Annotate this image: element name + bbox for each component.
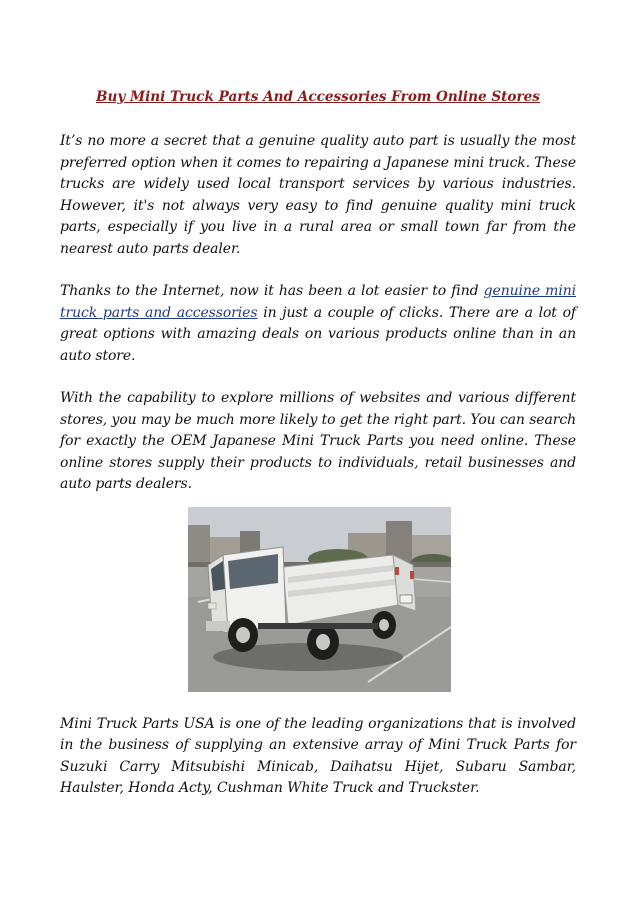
mini-truck-photo — [188, 507, 451, 692]
paragraph-internet-text-after: in just a couple of clicks. There are a lot of great options with amazing deals on various products online than in an auto store. — [60, 304, 576, 364]
genuine-parts-link[interactable]: genuine mini truck parts and accessories — [60, 283, 577, 321]
mini-truck-illustration — [188, 507, 451, 692]
document-page — [60, 88, 576, 821]
paragraph-capability: With the capability to explore millions of websites and various different stores, you may be much more likely to get the right part. You can search for exactly the OEM Japanese Mini Truck Parts you need online. These online stores supply their products to individuals, retail businesses and auto parts dealers. — [60, 390, 576, 492]
paragraph-internet-text-before: Thanks to the Internet, now it has been a lot easier to find — [60, 283, 484, 299]
article-title: Buy Mini Truck Parts And Accessories From Online Stores — [96, 89, 540, 105]
paragraph-company: Mini Truck Parts USA is one of the leading organizations that is involved in the business of supplying an extensive array of Mini Truck Parts for Suzuki Carry Mitsubishi Minicab, Daihatsu Hijet, Subaru Sambar, Haulster, Honda Acty, Cushman White Truck and Truckster. — [60, 715, 576, 796]
paragraph-intro: It’s no more a secret that a genuine quality auto part is usually the most preferred option when it comes to repairing a Japanese mini truck. These trucks are widely used local transport services by various industries. However, it's not always very easy to find genuine quality mini truck parts, especially if you live in a rural area or small town far from the nearest auto parts dealer. — [60, 133, 576, 257]
paragraph-internet — [60, 281, 576, 367]
